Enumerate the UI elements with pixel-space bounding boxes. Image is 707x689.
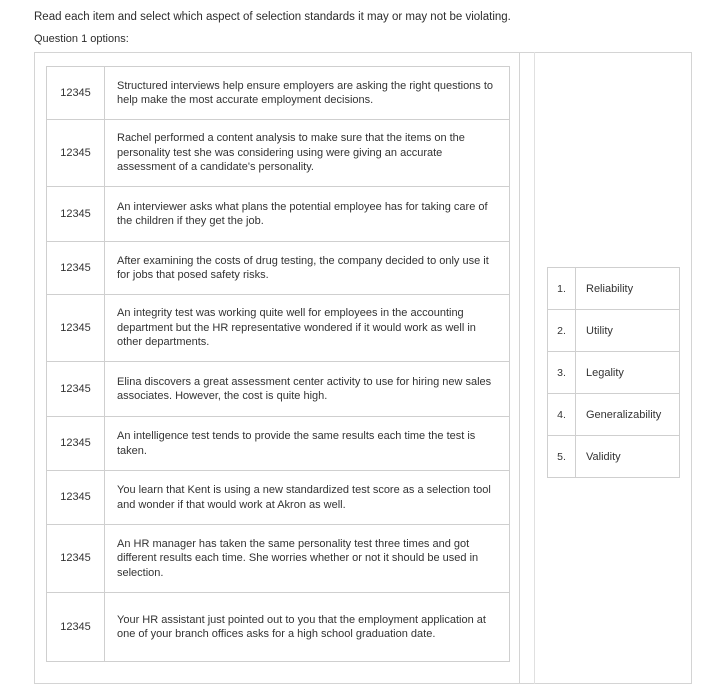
- item-text: Structured interviews help ensure employers are asking the right questions to help make the most accurate employment decisions.: [105, 67, 510, 120]
- option-row: [548, 394, 680, 436]
- answer-select-value: 12345: [60, 208, 91, 220]
- item-text: After examining the costs of drug testing, the company decided to only use it for jobs that posed safety risks.: [105, 242, 510, 295]
- item-text: An interviewer asks what plans the potential employee has for taking care of the children if they get the job.: [105, 187, 510, 242]
- option-number: 5.: [548, 436, 576, 478]
- option-label: Validity: [576, 436, 680, 478]
- option-row: [548, 436, 680, 478]
- answer-select-value: 12345: [60, 552, 91, 564]
- option-label: Legality: [576, 352, 680, 394]
- option-label: Utility: [576, 310, 680, 352]
- answer-select-value: 12345: [60, 262, 91, 274]
- table-row: [47, 295, 510, 362]
- answer-select[interactable]: [47, 67, 105, 120]
- table-row: [47, 525, 510, 593]
- item-text: An integrity test was working quite well for employees in the accounting department but the HR representative wondered if it would work as well in other departments.: [105, 295, 510, 362]
- table-row: [47, 362, 510, 417]
- answer-select-value: 12345: [60, 437, 91, 449]
- options-table: [547, 267, 680, 478]
- instructions-text: Read each item and select which aspect of selection standards it may or may not be violating.: [34, 11, 511, 23]
- answer-select[interactable]: [47, 295, 105, 362]
- answer-select[interactable]: [47, 362, 105, 417]
- item-text: An intelligence test tends to provide the same results each time the test is taken.: [105, 417, 510, 471]
- table-row: [47, 417, 510, 471]
- answer-select-value: 12345: [60, 322, 91, 334]
- items-table: [46, 66, 510, 662]
- answer-select-value: 12345: [60, 621, 91, 633]
- answer-select-value: 12345: [60, 491, 91, 503]
- answer-select-value: 12345: [60, 87, 91, 99]
- item-text: Rachel performed a content analysis to make sure that the items on the personality test she was considering using were giving an accurate assessment of a candidate's personality.: [105, 120, 510, 187]
- answer-select[interactable]: [47, 471, 105, 525]
- item-text: You learn that Kent is using a new standardized test score as a selection tool and wonder if that would work at Akron as well.: [105, 471, 510, 525]
- answer-select[interactable]: [47, 417, 105, 471]
- option-number: 1.: [548, 268, 576, 310]
- option-number: 2.: [548, 310, 576, 352]
- answer-select-value: 12345: [60, 147, 91, 159]
- item-text: An HR manager has taken the same personality test three times and got different results each time. She worries whether or not it should be used in selection.: [105, 525, 510, 593]
- column-divider-inner: [534, 52, 535, 684]
- table-row: [47, 471, 510, 525]
- option-row: [548, 268, 680, 310]
- item-text: Elina discovers a great assessment center activity to use for hiring new sales associates. However, the cost is quite high.: [105, 362, 510, 417]
- table-row: [47, 242, 510, 295]
- answer-select[interactable]: [47, 593, 105, 662]
- table-row: [47, 187, 510, 242]
- item-text: Your HR assistant just pointed out to you that the employment application at one of your branch offices asks for a high school graduation date.: [105, 593, 510, 662]
- question-label: Question 1 options:: [34, 33, 129, 45]
- option-label: Reliability: [576, 268, 680, 310]
- answer-select[interactable]: [47, 242, 105, 295]
- answer-select[interactable]: [47, 187, 105, 242]
- answer-select-value: 12345: [60, 383, 91, 395]
- column-divider: [519, 52, 520, 684]
- answer-select[interactable]: [47, 120, 105, 187]
- option-number: 4.: [548, 394, 576, 436]
- option-row: [548, 310, 680, 352]
- answer-select[interactable]: [47, 525, 105, 593]
- option-number: 3.: [548, 352, 576, 394]
- table-row: [47, 67, 510, 120]
- table-row: [47, 120, 510, 187]
- table-row: [47, 593, 510, 662]
- option-row: [548, 352, 680, 394]
- option-label: Generalizability: [576, 394, 680, 436]
